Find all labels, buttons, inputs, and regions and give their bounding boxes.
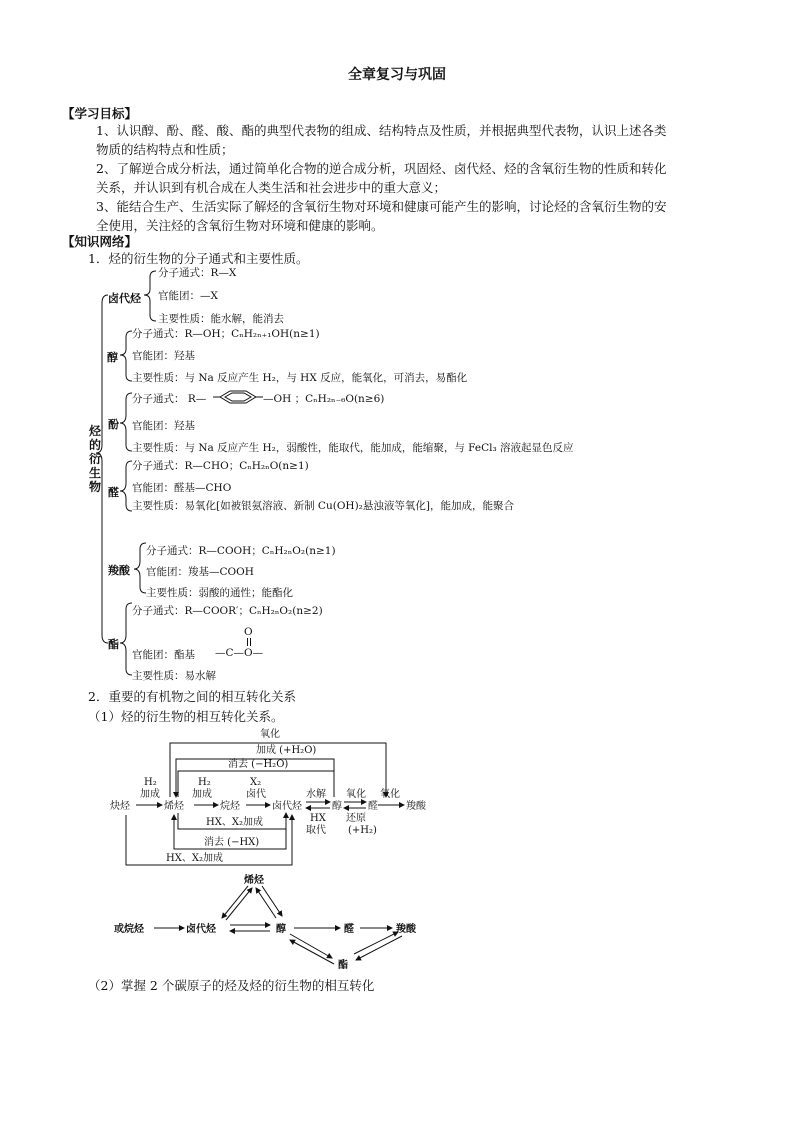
d2-node-acid: 羧酸 (396, 924, 416, 935)
acid-group: 官能团：羧基—COOH (146, 566, 254, 578)
d1-add-1: 加成 (140, 789, 160, 800)
d1-x2: X₂ (250, 777, 262, 788)
d1-node-haloalkane: 卤代烃 (272, 801, 302, 812)
alcohol-property: 主要性质：与 Na 反应产生 H₂，与 HX 反应，能氧化，可消去，易酯化 (132, 372, 468, 384)
d1-hydrolysis: 水解 (306, 789, 326, 800)
phenol-property: 主要性质：与 Na 反应产生 H₂，弱酸性，能取代，能加成，能缩聚，与 FeCl₃ 溶液起显色反应 (132, 442, 574, 454)
d1-add-h2o: 加成 (+H₂O) (256, 745, 317, 756)
acid-property: 主要性质：弱酸的通性；能酯化 (146, 587, 293, 599)
diagram1-labels (110, 727, 427, 864)
d1-h2-2: H₂ (198, 777, 211, 788)
ester-property: 主要性质：易水解 (132, 670, 216, 682)
goals-line-1: 1、认识醇、酚、醛、酸、酯的典型代表物的组成、结构特点及性质，并根据典型代表物，认识上述各类 (96, 123, 667, 138)
goals-header: 【学习目标】 (62, 106, 138, 121)
halo-property: 主要性质：能水解，能消去 (158, 313, 284, 325)
d2-node-aldehyde: 醛 (344, 924, 354, 935)
phenol-formula-a: 分子通式： R— (132, 393, 207, 405)
goals-line-4: 关系，并认识到有机合成在人类生活和社会进步中的重大意义； (96, 180, 447, 195)
d1-h2-1: H₂ (144, 777, 157, 788)
conversion-diagram-1 (110, 725, 440, 870)
aldehyde-property: 主要性质：易氧化[如被银氨溶液、新制 Cu(OH)₂悬浊液等氧化]，能加成，能聚合 (132, 500, 514, 512)
ester-formula: 分子通式：R—COOR′；CₙH₂ₙO₂(n≥2) (132, 605, 323, 617)
item-2-2: （2）掌握 2 个碳原子的烃及烃的衍生物的相互转化 (88, 978, 375, 993)
d1-hx: HX (310, 813, 326, 824)
ester-double-bond-2 (250, 638, 251, 646)
tree-root-label: 烃的衍生物 (88, 424, 101, 494)
aldehyde-formula: 分子通式：R—CHO；CₙH₂ₙO(n≥1) (132, 460, 309, 472)
d2-node-alcohol: 醇 (276, 924, 286, 935)
group-name-aldehyde: 醛 (108, 486, 119, 499)
ester-carbonyl-o: O (244, 626, 253, 638)
d1-elim-hx: 消去 (−HX) (204, 837, 260, 848)
halo-formula: 分子通式：R—X (158, 267, 237, 279)
d1-node-alkane: 烷烃 (220, 801, 240, 812)
group-name-acid: 羧酸 (108, 564, 130, 577)
group-name-haloalkane: 卤代烃 (108, 292, 141, 305)
goals-line-6: 全使用，关注烃的含氧衍生物对环境和健康的影响。 (96, 218, 384, 233)
goals-line-2: 物质的结构特点和性质； (96, 142, 234, 157)
d1-oxid-right: 氧化 (380, 789, 400, 800)
d1-reduce: 还原 (346, 813, 366, 824)
d2-node-ester: 酯 (338, 960, 348, 971)
group-name-ester: 酯 (108, 638, 119, 651)
d2-node-alkene: 烯烃 (244, 875, 264, 886)
d2-node-haloalkane: 卤代烃 (186, 924, 216, 935)
item-1: 1．烃的衍生物的分子通式和主要性质。 (88, 251, 309, 266)
d1-plus-h2: (+H₂) (348, 825, 377, 836)
group-name-phenol: 酚 (108, 418, 119, 431)
d1-sub-2: 取代 (306, 825, 326, 836)
d1-hx-x2-add-2: HX、X₂加成 (166, 853, 223, 864)
acid-formula: 分子通式：R—COOH；CₙH₂ₙO₂(n≥1) (146, 545, 336, 557)
halo-group: 官能团：—X (158, 290, 218, 302)
page-title: 全章复习与巩固 (348, 67, 446, 83)
ester-double-bond (247, 638, 248, 646)
d1-node-alkene: 烯烃 (164, 801, 184, 812)
d1-node-alkyne: 炔烃 (110, 801, 130, 812)
aldehyde-group: 官能团：醛基—CHO (132, 482, 232, 494)
d1-elim-h2o: 消去 (−H₂O) (228, 759, 289, 770)
ester-group: 官能团：酯基 (132, 649, 195, 661)
d1-node-acid: 羧酸 (406, 801, 426, 812)
alcohol-formula: 分子通式：R—OH；CₙH₂ₙ₊₁OH(n≥1) (132, 328, 320, 340)
goals-line-3: 2、了解逆合成分析法，通过简单化合物的逆合成分析，巩固烃、卤代烃、烃的含氧衍生物的性质和转化 (96, 161, 667, 176)
d1-oxid-top: 氧化 (260, 729, 280, 740)
d2-node-alkane: 或烷烃 (114, 924, 144, 935)
d1-add-2: 加成 (192, 789, 212, 800)
conversion-diagram-2 (110, 872, 440, 972)
d1-sub: 卤代 (246, 789, 266, 800)
phenol-group: 官能团：羟基 (132, 420, 195, 432)
alcohol-group: 官能团：羟基 (132, 350, 195, 362)
d1-oxid-mid: 氧化 (346, 789, 366, 800)
d1-node-aldehyde: 醛 (368, 801, 378, 812)
item-2-1: （1）烃的衍生物的相互转化关系。 (88, 709, 284, 724)
d1-node-alcohol: 醇 (332, 801, 342, 812)
phenol-formula-b: —OH ；CₙH₂ₙ₋₆O(n≥6) (263, 393, 385, 405)
goals-line-5: 3、能结合生产、生活实际了解烃的含氧衍生物对环境和健康可能产生的影响，讨论烃的含氧衍生物的安 (96, 199, 667, 214)
item-2: 2．重要的有机物之间的相互转化关系 (88, 689, 296, 704)
group-name-alcohol: 醇 (107, 351, 118, 364)
network-header: 【知识网络】 (62, 234, 138, 249)
ester-chain: —C—O— (215, 647, 264, 659)
d1-hx-x2-add: HX、X₂加成 (206, 817, 263, 828)
